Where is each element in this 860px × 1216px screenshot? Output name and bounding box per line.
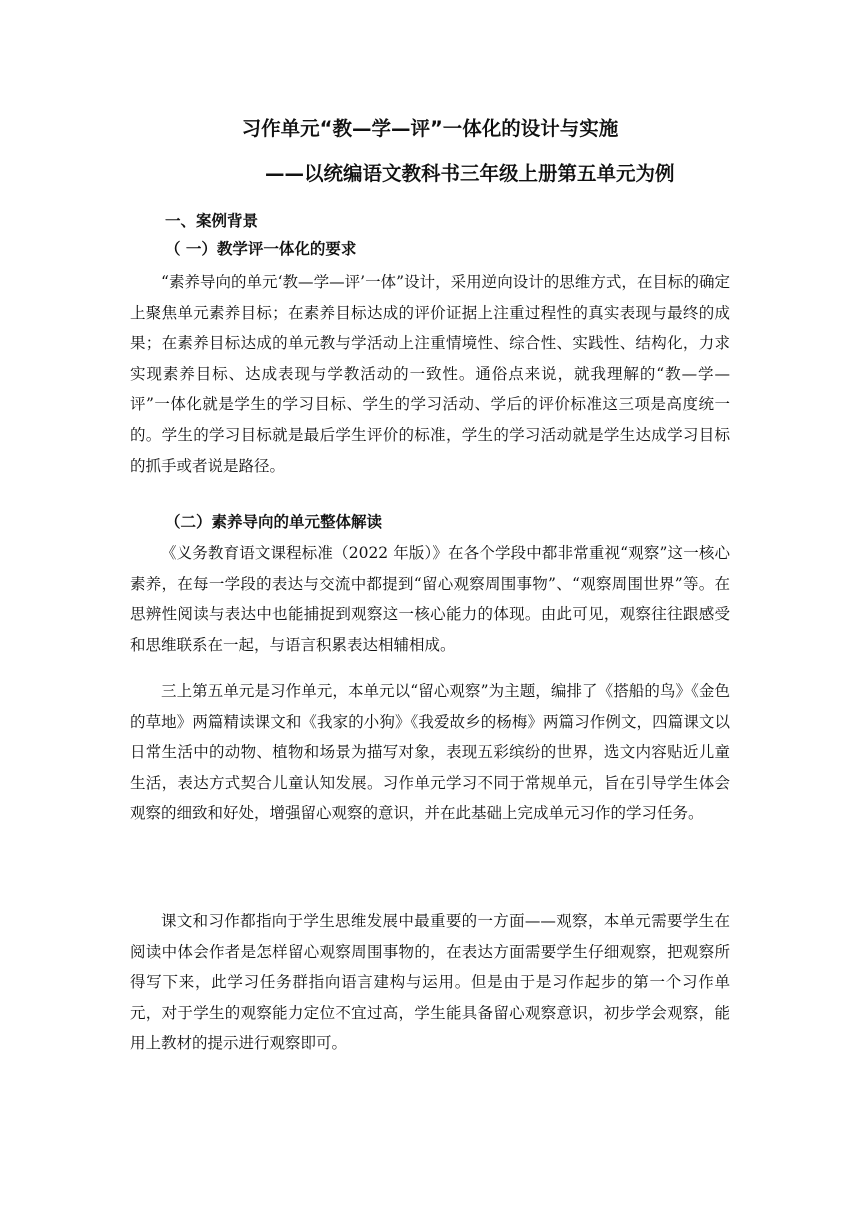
subsection-heading: （ 一）教学评一体化的要求	[165, 240, 357, 258]
document-title: 习作单元“教—学—评”一体化的设计与实施	[241, 117, 619, 140]
paragraph: 三上第五单元是习作单元，本单元以“留心观察”为主题，编排了《搭船的鸟》《金色的草地》两篇精读课文和《我家的小狗》《我爱故乡的杨梅》两篇习作例文，四篇课文以日常生活中的动物、植物和场景为描写对象，表现五彩缤纷的世界，选文内容贴近儿童生活，表达方式契合儿童认知发展。习作单元学习不同于常规单元，旨在引导学生体会观察的细致和好处，增强留心观察的意识，并在此基础上完成单元习作的学习任务。	[130, 682, 730, 823]
section-heading: 一、案例背景	[165, 212, 259, 230]
document-subtitle: ——以统编语文教科书三年级上册第五单元为例	[265, 162, 675, 185]
subsection-heading: （二）素养导向的单元整体解读	[165, 513, 383, 531]
paragraph: 课文和习作都指向于学生思维发展中最重要的一方面——观察，本单元需要学生在阅读中体会作者是怎样留心观察周围事物的，在表达方面需要学生仔细观察，把观察所得写下来，此学习任务群指向语言建构与运用。但是由于是习作起步的第一个习作单元，对于学生的观察能力定位不宜过高，学生能具备留心观察意识，初步学会观察，能用上教材的提示进行观察即可。	[130, 912, 730, 1053]
paragraph: 《义务教育语文课程标准（2022 年版）》在各个学段中都非常重视“观察”这一核心素养，在每一学段的表达与交流中都提到“留心观察周围事物”、“观察周围世界”等。在思辨性阅读与表达中也能捕捉到观察这一核心能力的体现。由此可见，观察往往跟感受和思维联系在一起，与语言积累表达相辅相成。	[130, 544, 730, 654]
paragraph: “素养导向的单元‘教—学—评’一体”设计，采用逆向设计的思维方式，在目标的确定上聚焦单元素养目标；在素养目标达成的评价证据上注重过程性的真实表现与最终的成果；在素养目标达成的单元教与学活动上注重情境性、综合性、实践性、结构化，力求实现素养目标、达成表现与学教活动的一致性。通俗点来说，就我理解的“教—学—评”一体化就是学生的学习目标、学生的学习活动、学后的评价标准这三项是高度统一的。学生的学习目标就是最后学生评价的标准，学生的学习活动就是学生达成学习目标的抓手或者说是路径。	[130, 273, 730, 475]
